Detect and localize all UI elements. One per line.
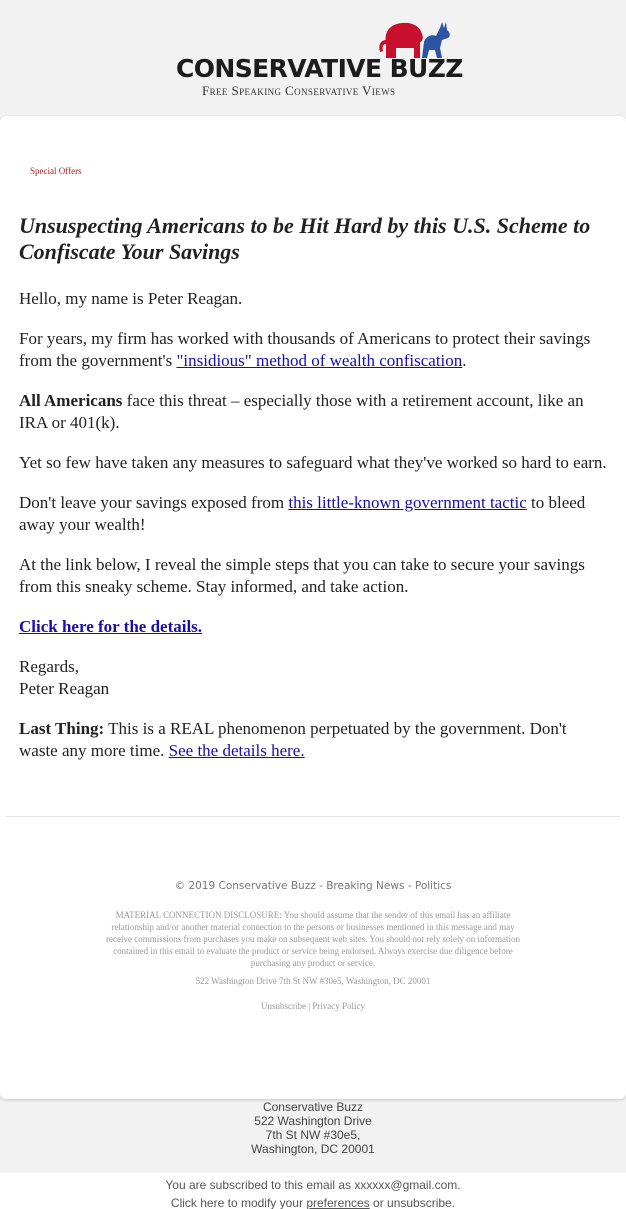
paragraph-text: This is a REAL phenomenon perpetuated by the government. Don't waste any more time.: [19, 719, 567, 760]
paragraph-threat: [19, 390, 609, 434]
email-body: [19, 288, 609, 780]
paragraph-steps: At the link below, I reveal the simple steps that you can take to secure your savings from this sneaky scheme. Stay informed, and take action.: [19, 555, 585, 596]
company-name: Conservative Buzz: [262, 1100, 364, 1114]
regards-text: Regards,: [19, 657, 79, 676]
subscription-bar: [0, 1173, 626, 1209]
paragraph-text: Don't leave your savings exposed from: [19, 493, 289, 512]
paragraph-firm: [19, 328, 609, 372]
bold-text: All Americans: [19, 391, 123, 410]
divider: [6, 816, 620, 817]
logo-tagline: Free Speaking Conservative Views: [202, 83, 396, 98]
copyright-text: © 2019 Conservative Buzz - Breaking News - Politics: [174, 880, 452, 892]
postal-address: [0, 1100, 626, 1156]
see-details-link[interactable]: See the details here.: [168, 741, 305, 760]
modify-text: Click here to modify your: [170, 1196, 307, 1209]
unsubscribe-text: or unsubscribe.: [369, 1196, 456, 1209]
cta-paragraph: [19, 616, 609, 638]
details-cta-link[interactable]: Click here for the details.: [19, 617, 203, 636]
paragraph-text: face this threat – especially those with a retirement account, like an IRA or 401(k).: [19, 391, 584, 432]
category-label: Special Offers: [30, 166, 82, 176]
paragraph-last-thing: [19, 718, 609, 762]
bold-text: Last Thing:: [19, 719, 105, 738]
city-line: Washington, DC 20001: [251, 1142, 375, 1156]
footer-address: 522 Washington Drive 7th St NW #30e5, Washington, DC 20001: [195, 976, 431, 986]
modify-line: [0, 1194, 626, 1209]
email-card: [0, 116, 626, 1099]
privacy-policy-link[interactable]: Privacy Policy: [312, 1001, 366, 1011]
link-separator: |: [308, 1001, 311, 1011]
paragraph-text: For years, my firm has worked with thousands of Americans to protect their savings from the government's: [19, 329, 591, 370]
unsubscribe-link[interactable]: Unsubscribe: [260, 1001, 306, 1011]
suite-line: 7th St NW #30e5,: [265, 1128, 361, 1142]
email-header: [0, 0, 626, 116]
paragraph-text: .: [462, 351, 467, 370]
greeting-paragraph: Hello, my name is Peter Reagan.: [19, 289, 243, 308]
street-line: 522 Washington Drive: [254, 1114, 372, 1128]
paragraph-exposed: [19, 492, 609, 536]
preferences-link[interactable]: preferences: [306, 1196, 370, 1209]
signature-name: Peter Reagan: [19, 679, 110, 698]
email-headline: Unsuspecting Americans to be Hit Hard by this U.S. Scheme to Confiscate Your Savings: [19, 213, 591, 264]
paragraph-text: to bleed away your wealth!: [19, 493, 586, 534]
subscribed-email-text: You are subscribed to this email as xxxxxx@gmail.com.: [165, 1178, 461, 1192]
conservative-buzz-logo[interactable]: [176, 18, 463, 100]
paragraph-safeguard: Yet so few have taken any measures to safeguard what they've worked so hard to earn.: [19, 453, 607, 472]
material-disclosure: MATERIAL CONNECTION DISCLOSURE: You should assume that the sender of this email has an affiliate relationship and/or another material connection to the persons or businesses mentioned in this message and may receive commissions from purchases you make on subsequent web sites. You should not rely solely on information contained in this email to evaluate the product or service being endorsed. Always exercise due diligence before purchasing any product or service.: [106, 910, 520, 968]
signoff: [19, 656, 609, 700]
footer-links: [0, 1001, 626, 1011]
government-tactic-link[interactable]: this little-known government tactic: [288, 493, 527, 512]
logo-title: CONSERVATIVE BUZZ: [176, 54, 463, 83]
wealth-confiscation-link[interactable]: "insidious" method of wealth confiscation: [176, 351, 463, 370]
